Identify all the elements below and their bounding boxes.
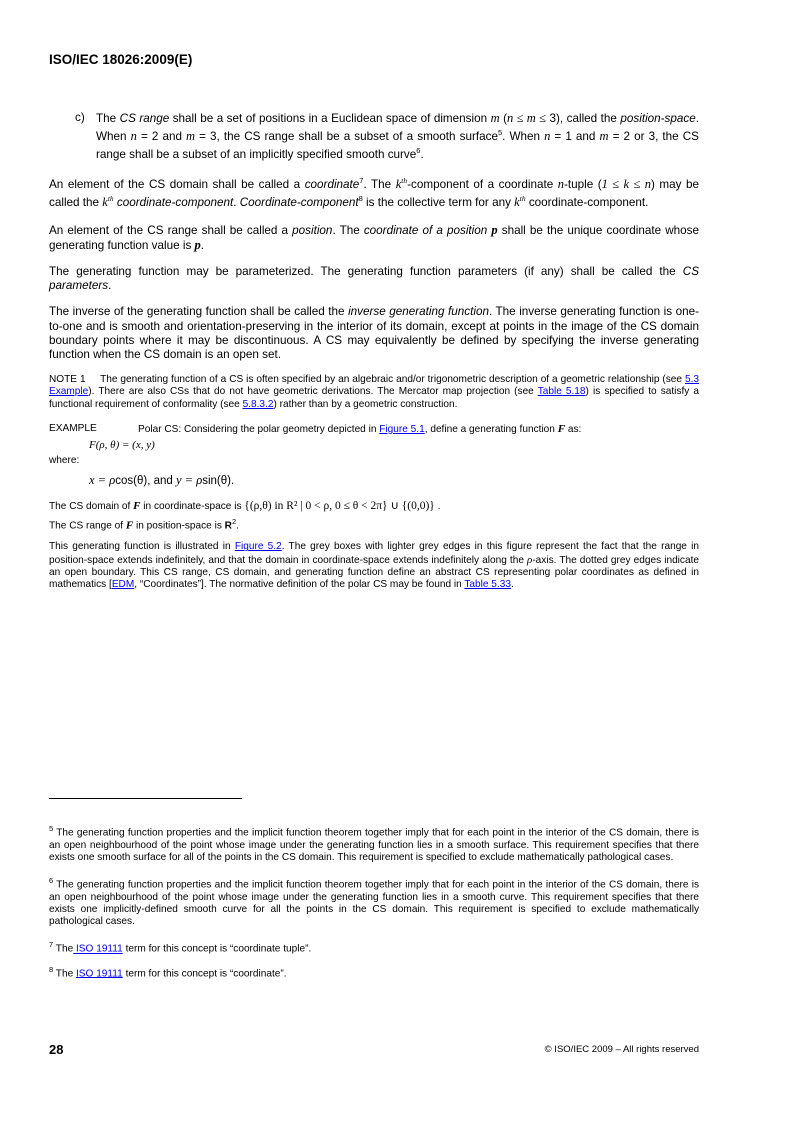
equation-xy: x = ρcos(θ), and y = ρsin(θ). bbox=[89, 473, 235, 488]
footnote-6: $^6$ The generating function properties and the implicit function theorem together imply that for each point in the interior of the CS domain, there is an open neighbourhood of the point whose image under the generating function lies in a smooth curve. This requirement specifies that there exists one implicitly-defined smooth curve for all the points in the CS domain. This requirement is specified to exclude mathematically pathological cases. bbox=[49, 875, 699, 927]
copyright-notice: © ISO/IEC 2009 – All rights reserved bbox=[544, 1044, 699, 1055]
main-content bbox=[49, 111, 699, 603]
example-block: EXAMPLE Polar CS: Considering the polar geometry depicted in Figure 5.1, define a generating function F as: F(ρ, θ) = (x, y) where: x = ρcos(θ), and y = ρsin(θ). The CS domain of F in coordinate-space is {(ρ,θ) in R² | 0 < ρ, 0 ≤ θ < 2π} ∪ {(0,0)} . The CS range of F in position-space is $R^2$. This generating function is illustrated in Figure 5.2. The grey boxes with lighter grey edges in this figure represent the fact that the range in position-space extends indefinitely, and that the domain in coordinate-space extends indefinitely along the ρ-axis. The dotted grey edges indicate an open boundary. This CS range, CS domain, and generating function define an abstract CS representing polar coordinates as defined in mathematics [EDM, “Coordinates”]. The normative definition of the polar CS may be found in Table 5.33. bbox=[49, 422, 699, 590]
link-table-5-18[interactable]: Table 5.18 bbox=[537, 386, 586, 398]
footnote-8: $^8$ The ISO 19111 term for this concept is “coordinate”. bbox=[49, 964, 287, 980]
link-5-3-example[interactable]: 5.3 Example bbox=[49, 374, 699, 398]
document-id-header: ISO/IEC 18026:2009(E) bbox=[49, 52, 193, 67]
equation-generating-function: F(ρ, θ) = (x, y) bbox=[89, 439, 155, 452]
paragraph-parameters: The generating function may be parameterized. The generating function parameters (if any) shall be called the CS parameters. bbox=[49, 264, 699, 293]
link-figure-5-2[interactable]: Figure 5.2 bbox=[234, 541, 282, 553]
example-label: EXAMPLE bbox=[49, 422, 97, 434]
where-label: where: bbox=[49, 455, 80, 467]
footnotes bbox=[49, 823, 699, 991]
paragraph-illustration: This generating function is illustrated in Figure 5.2. The grey boxes with lighter grey edges in this figure represent the fact that the range in position-space extends indefinitely, and that the domain in coordinate-space extends indefinitely along the ρ-axis. The dotted grey edges indicate an open boundary. This CS range, CS domain, and generating function define an abstract CS representing polar coordinates as defined in mathematics [EDM, “Coordinates”]. The normative definition of the polar CS may be found in Table 5.33. bbox=[49, 541, 699, 590]
paragraph-position: An element of the CS range shall be called a position. The coordinate of a position p shall be the unique coordinate whose generating function value is p. bbox=[49, 222, 700, 252]
page-number: 28 bbox=[49, 1042, 64, 1057]
footnote-separator bbox=[49, 798, 242, 799]
note-label: NOTE 1 bbox=[49, 374, 86, 386]
list-text: The CS range shall be a set of positions in a Euclidean space of dimension m (n ≤ m ≤ 3), called the position-space. When n = 2 and m = 3, the CS range shall be a subset of a smooth surface$^5$. When n = 1 and m = 2 or 3, the CS range shall be a subset of an implicitly specified smooth curve$^6$. bbox=[96, 111, 699, 162]
list-item-c bbox=[49, 111, 699, 162]
footnote-7: $^7$ The ISO 19111 term for this concept is “coordinate tuple”. bbox=[49, 940, 312, 955]
link-table-5-33[interactable]: Table 5.33 bbox=[464, 579, 511, 590]
footnote-5: $^5$ The generating function properties and the implicit function theorem together imply that for each point in the interior of the CS domain, there is an open neighbourhood of the point whose image under the generating function lies in a smooth surface. This requirement specifies that there exists one smooth surface for all of the points in the CS domain. This requirement is specified to exclude mathematically pathological cases. bbox=[49, 824, 699, 863]
footnote-ref-7[interactable]: 7 bbox=[359, 176, 364, 186]
paragraph-inverse: The inverse of the generating function shall be called the inverse generating function. The inverse generating function is one-to-one and is smooth and orientation-preserving in the interior of its domain, except at points in the image of the CS domain boundary points where it may be discontinuous. A CS may equivalently be defined by specifying the inverse generating function when the CS domain is an open set. bbox=[49, 305, 699, 361]
link-iso-19111[interactable]: ISO 19111 bbox=[73, 943, 123, 955]
paragraph-coordinate: An element of the CS domain shall be called a coordinate$^7$. The $k^{th}$-component of a coordinate n-tuple (1 ≤ k ≤ n) may be called the $k^{th}$ coordinate-component. Coordinate-component$^8$ is the collective term for any $k^{th}$ coordinate-component. bbox=[49, 176, 699, 210]
cs-domain-line: The CS domain of F in coordinate-space is {(ρ,θ) in R² | 0 < ρ, 0 ≤ θ < 2π} ∪ {(0,0)} . bbox=[49, 499, 441, 512]
footnote-ref-8[interactable]: 8 bbox=[358, 194, 363, 204]
cs-range-line: The CS range of F in position-space is $R^2$. bbox=[49, 516, 239, 532]
link-edm[interactable]: EDM bbox=[111, 579, 135, 590]
link-figure-5-1[interactable]: Figure 5.1 bbox=[379, 423, 425, 435]
list-label: c) bbox=[75, 111, 85, 124]
link-iso-19111[interactable]: ISO 19111 bbox=[76, 968, 123, 980]
note-1: NOTE 1 The generating function of a CS is often specified by an algebraic and/or trigonometric description of a geometric relationship (see 5.3 Example). There are also CSs that do not have geometric derivations. The Mercator map projection (see Table 5.18) is specified to satisfy a functional requirement of conformality (see 5.8.3.2) rather than by a geometric construction. bbox=[49, 374, 699, 410]
link-5-8-3-2[interactable]: 5.8.3.2 bbox=[242, 398, 274, 410]
footnote-ref-6[interactable]: 6 bbox=[416, 146, 421, 156]
footnote-ref-5[interactable]: 5 bbox=[497, 128, 503, 138]
